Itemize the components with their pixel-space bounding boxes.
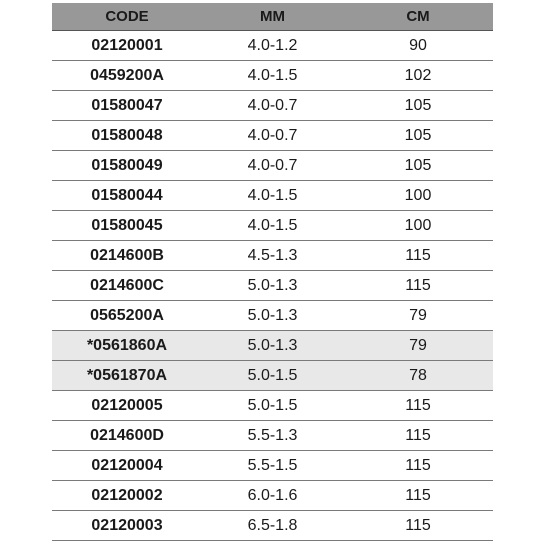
table-row [52,481,493,511]
table-row [52,511,493,541]
cm-cell: 100 [343,211,493,241]
table-row [52,241,493,271]
code-cell: 0565200A [52,301,202,331]
mm-cell: 4.0-1.5 [202,181,343,211]
table-row [52,181,493,211]
cm-cell: 115 [343,241,493,271]
mm-cell: 5.0-1.3 [202,331,343,361]
cm-cell: 115 [343,271,493,301]
mm-cell: 5.0-1.3 [202,301,343,331]
cm-cell: 115 [343,481,493,511]
mm-cell: 4.0-1.5 [202,61,343,91]
table-row [52,61,493,91]
header-code: CODE [52,3,202,31]
code-cell: 01580049 [52,151,202,181]
code-cell: *0561860A [52,331,202,361]
header-row [52,3,493,31]
mm-cell: 5.5-1.5 [202,451,343,481]
mm-cell: 6.5-1.8 [202,511,343,541]
code-cell: 02120005 [52,391,202,421]
code-cell: 0214600B [52,241,202,271]
code-cell: 02120004 [52,451,202,481]
table-row [52,451,493,481]
cm-cell: 102 [343,61,493,91]
mm-cell: 4.0-1.2 [202,31,343,61]
code-cell: 02120001 [52,31,202,61]
table-row [52,301,493,331]
cm-cell: 105 [343,121,493,151]
table-row [52,211,493,241]
cm-cell: 115 [343,421,493,451]
table-row [52,421,493,451]
code-cell: 02120003 [52,511,202,541]
cm-cell: 115 [343,391,493,421]
code-cell: 01580048 [52,121,202,151]
mm-cell: 6.0-1.6 [202,481,343,511]
mm-cell: 5.0-1.5 [202,391,343,421]
code-cell: 02120002 [52,481,202,511]
code-cell: 0214600D [52,421,202,451]
table-row [52,391,493,421]
cm-cell: 115 [343,511,493,541]
mm-cell: 4.0-1.5 [202,211,343,241]
mm-cell: 4.0-0.7 [202,151,343,181]
table-row [52,31,493,61]
table-header [52,3,493,31]
table-row [52,121,493,151]
cm-cell: 100 [343,181,493,211]
cm-cell: 78 [343,361,493,391]
cm-cell: 105 [343,151,493,181]
mm-cell: 5.5-1.3 [202,421,343,451]
mm-cell: 5.0-1.5 [202,361,343,391]
cm-cell: 105 [343,91,493,121]
header-cm: CM [343,3,493,31]
header-mm: MM [202,3,343,31]
code-cell: 01580045 [52,211,202,241]
mm-cell: 5.0-1.3 [202,271,343,301]
code-cell: 01580044 [52,181,202,211]
cm-cell: 90 [343,31,493,61]
table-row [52,271,493,301]
code-cell: 01580047 [52,91,202,121]
mm-cell: 4.0-0.7 [202,91,343,121]
mm-cell: 4.0-0.7 [202,121,343,151]
table-body [52,31,493,541]
mm-cell: 4.5-1.3 [202,241,343,271]
table-row [52,91,493,121]
cm-cell: 79 [343,301,493,331]
spec-table [52,3,493,541]
table-row [52,361,493,391]
table-row [52,151,493,181]
cm-cell: 79 [343,331,493,361]
table-row [52,331,493,361]
code-cell: 0214600C [52,271,202,301]
code-cell: *0561870A [52,361,202,391]
code-cell: 0459200A [52,61,202,91]
cm-cell: 115 [343,451,493,481]
